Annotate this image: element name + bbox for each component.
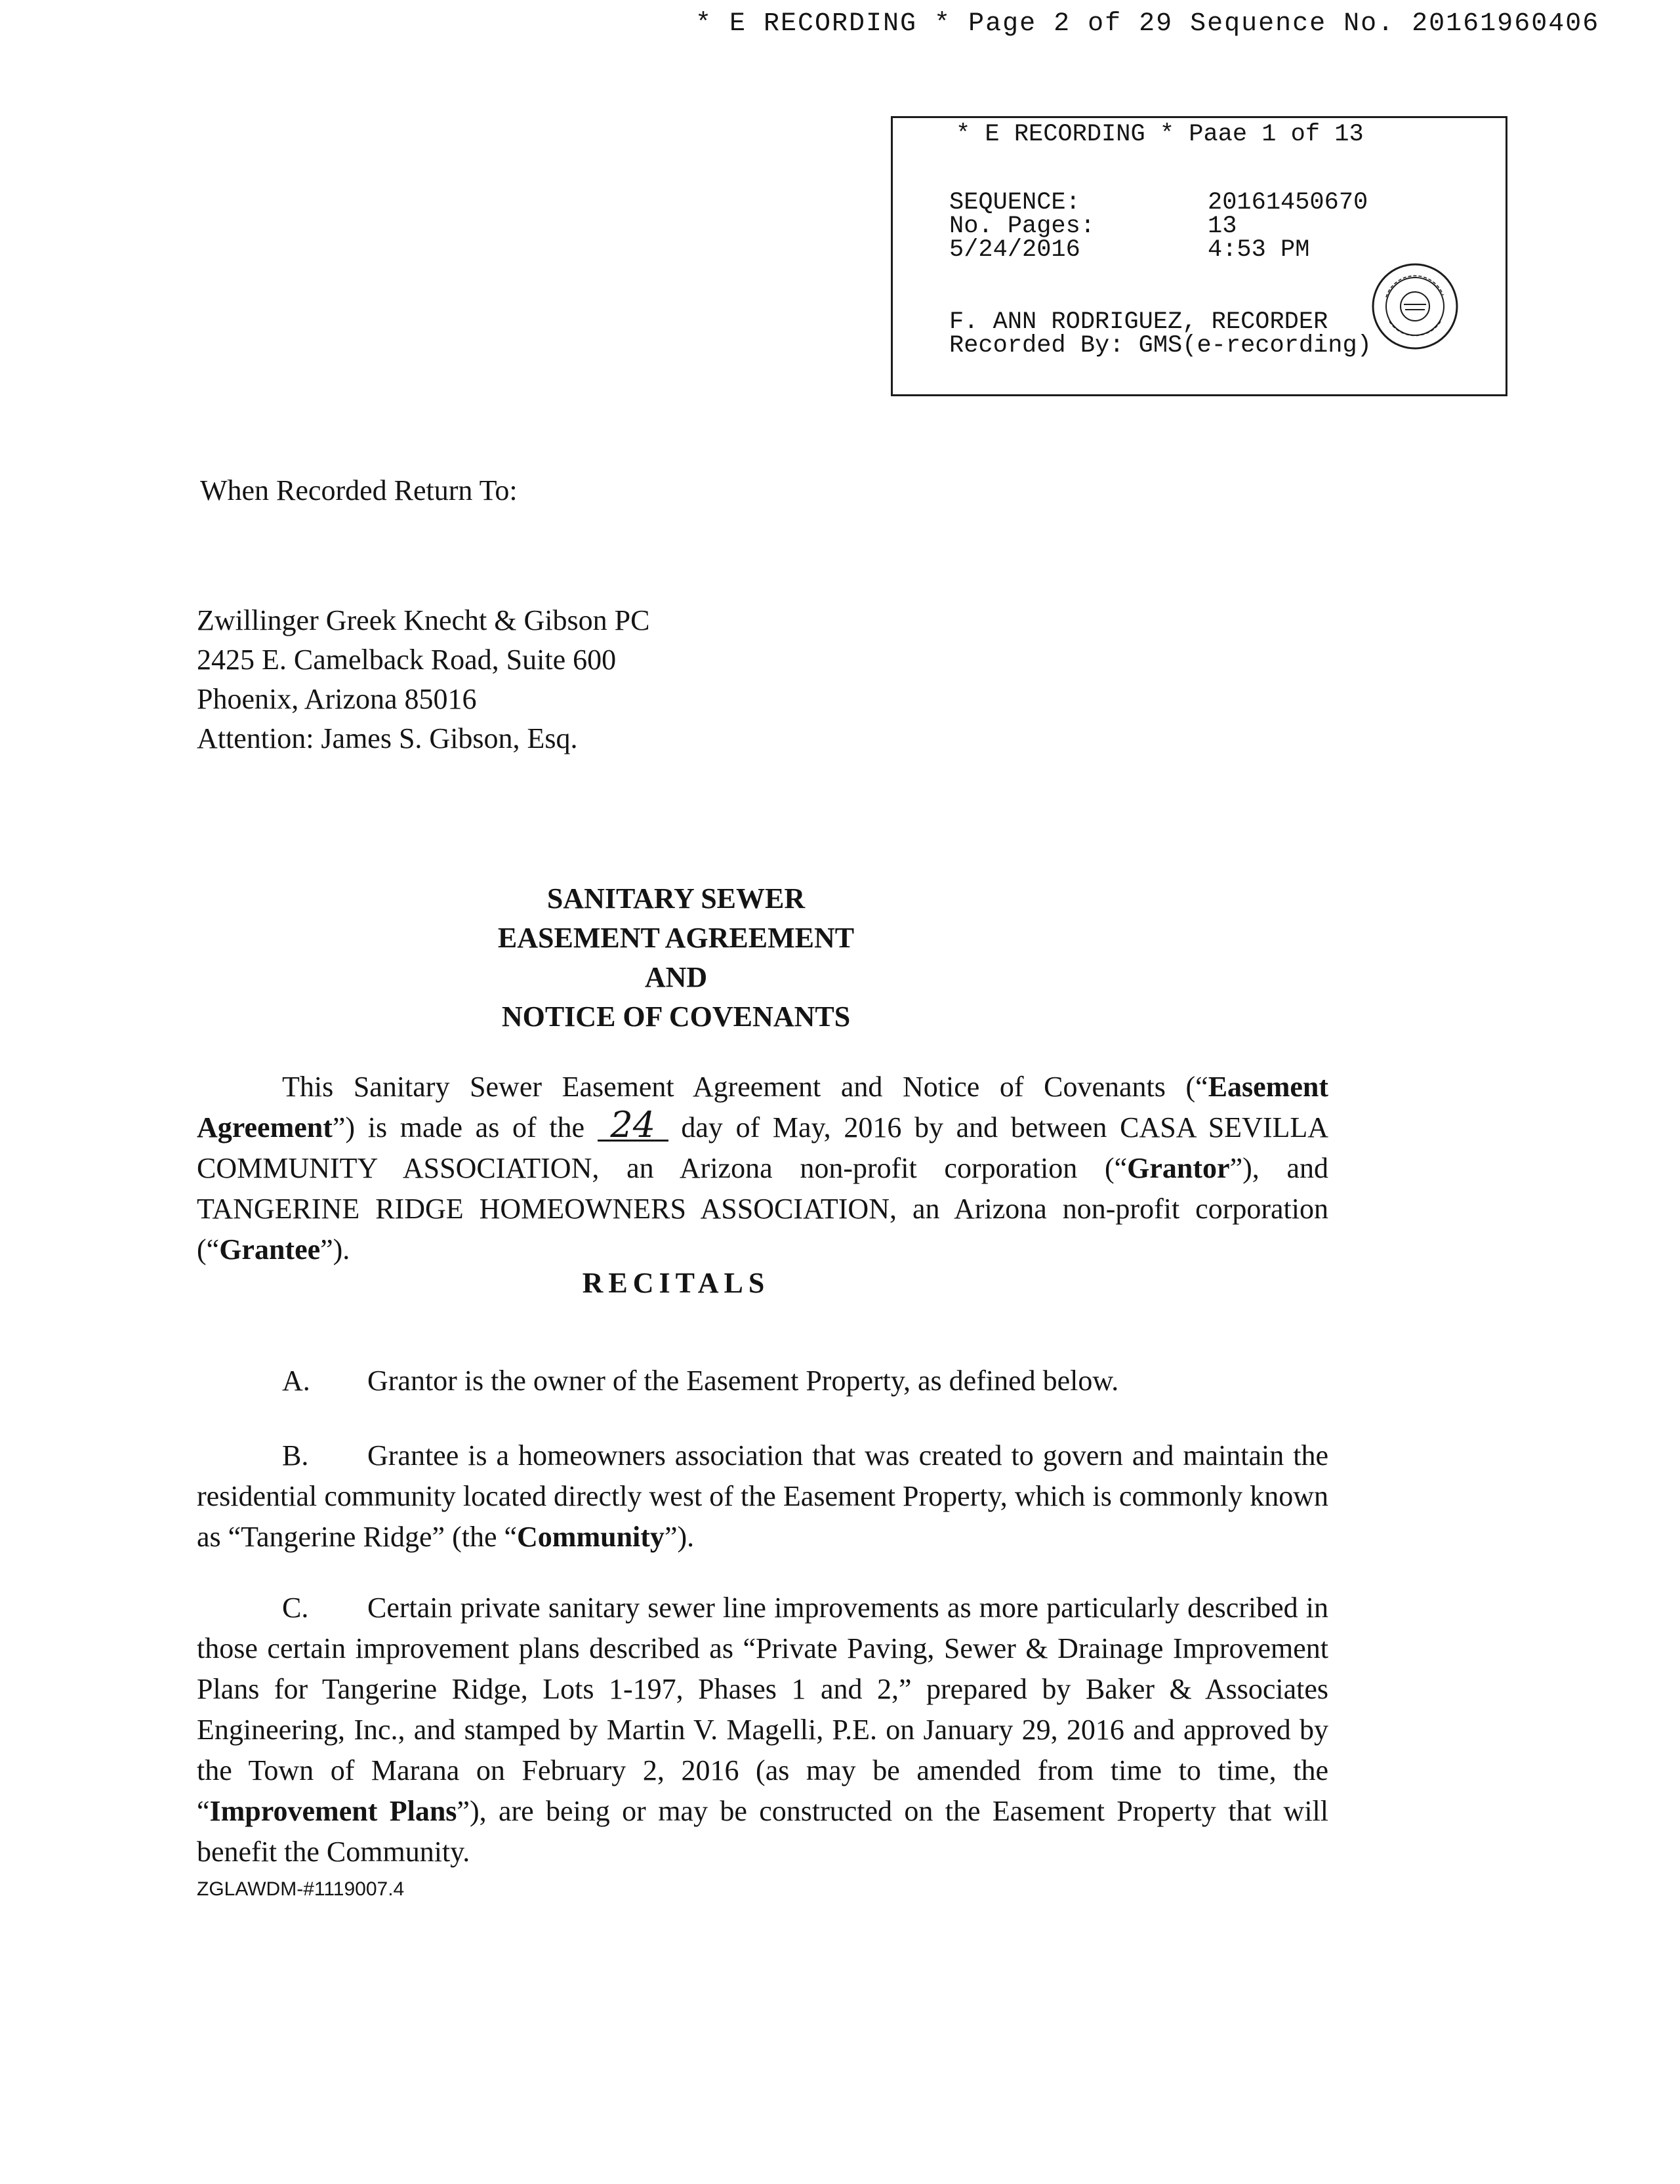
recital-c: C. Certain private sanitary sewer line improvements as more particularly described in those certain improvement plans described as “Private Paving, Sewer & Drainage Improvement Plans for Tangerine Ridge, Lots 1-197, Phases 1 and 2,” prepared by Baker & Associates Engineering, Inc., and stamped by Martin V. Magelli, P.E. on January 29, 2016 and approved by the Town of Marana on February 2, 2016 (as may be amended from time to time, the “Improvement Plans”), are being or may be constructed on the Easement Property that will benefit the Community. <box>197 1592 1328 1868</box>
recital-b: B. Grantee is a homeowners association that was created to govern and maintain the residential community located directly west of the Easement Property, which is commonly known as “Tangerine Ridge” (the “Community”). <box>197 1439 1328 1553</box>
return-street: 2425 E. Camelback Road, Suite 600 <box>197 644 617 676</box>
stamp-sequence-label: SEQUENCE: <box>949 189 1080 216</box>
stamp-recorded-by: Recorded By: GMS(e-recording) <box>949 332 1372 360</box>
return-city: Phoenix, Arizona 85016 <box>197 683 477 715</box>
handwritten-day: 24 <box>598 1111 668 1142</box>
stamp-page-line: * E RECORDING * Paae 1 of 13 <box>956 121 1364 148</box>
title-line-1: SANITARY SEWER <box>546 882 806 915</box>
document-id: ZGLAWDM-#1119007.4 <box>197 1878 405 1900</box>
stamp-sequence-value: 20161450670 <box>1208 189 1368 216</box>
stamp-time: 4:53 PM <box>1208 236 1310 264</box>
return-attention: Attention: James S. Gibson, Esq. <box>197 722 578 754</box>
recitals-heading: RECITALS <box>582 1267 770 1299</box>
county-seal-icon <box>1370 261 1460 352</box>
recital-a: A. Grantor is the owner of the Easement Property, as defined below. <box>282 1365 1119 1397</box>
title-line-3: AND <box>644 961 708 993</box>
intro-paragraph: This Sanitary Sewer Easement Agreement and Notice of Covenants (“Easement Agreement”) is made as of the 24 day of May, 2016 by and between CASA SEVILLA COMMUNITY ASSOCIATION, an Arizona non-profit corporation (“Grantor”), and TANGERINE RIDGE HOMEOWNERS ASSOCIATION, an Arizona non-profit corporation (“Grantee”). <box>197 1071 1329 1266</box>
title-line-4: NOTICE OF COVENANTS <box>501 1000 851 1033</box>
stamp-pages-value: 13 <box>1208 213 1237 240</box>
stamp-pages-label: No. Pages: <box>949 213 1096 240</box>
stamp-date: 5/24/2016 <box>949 236 1080 264</box>
recording-page-header: * E RECORDING * Page 2 of 29 Sequence No. 20161960406 <box>695 9 1600 39</box>
return-heading: When Recorded Return To: <box>200 474 518 506</box>
recorder-stamp-box <box>891 116 1507 396</box>
title-line-2: EASEMENT AGREEMENT <box>497 922 855 954</box>
return-firm: Zwillinger Greek Knecht & Gibson PC <box>197 604 650 636</box>
stamp-recorder: F. ANN RODRIGUEZ, RECORDER <box>949 308 1328 336</box>
